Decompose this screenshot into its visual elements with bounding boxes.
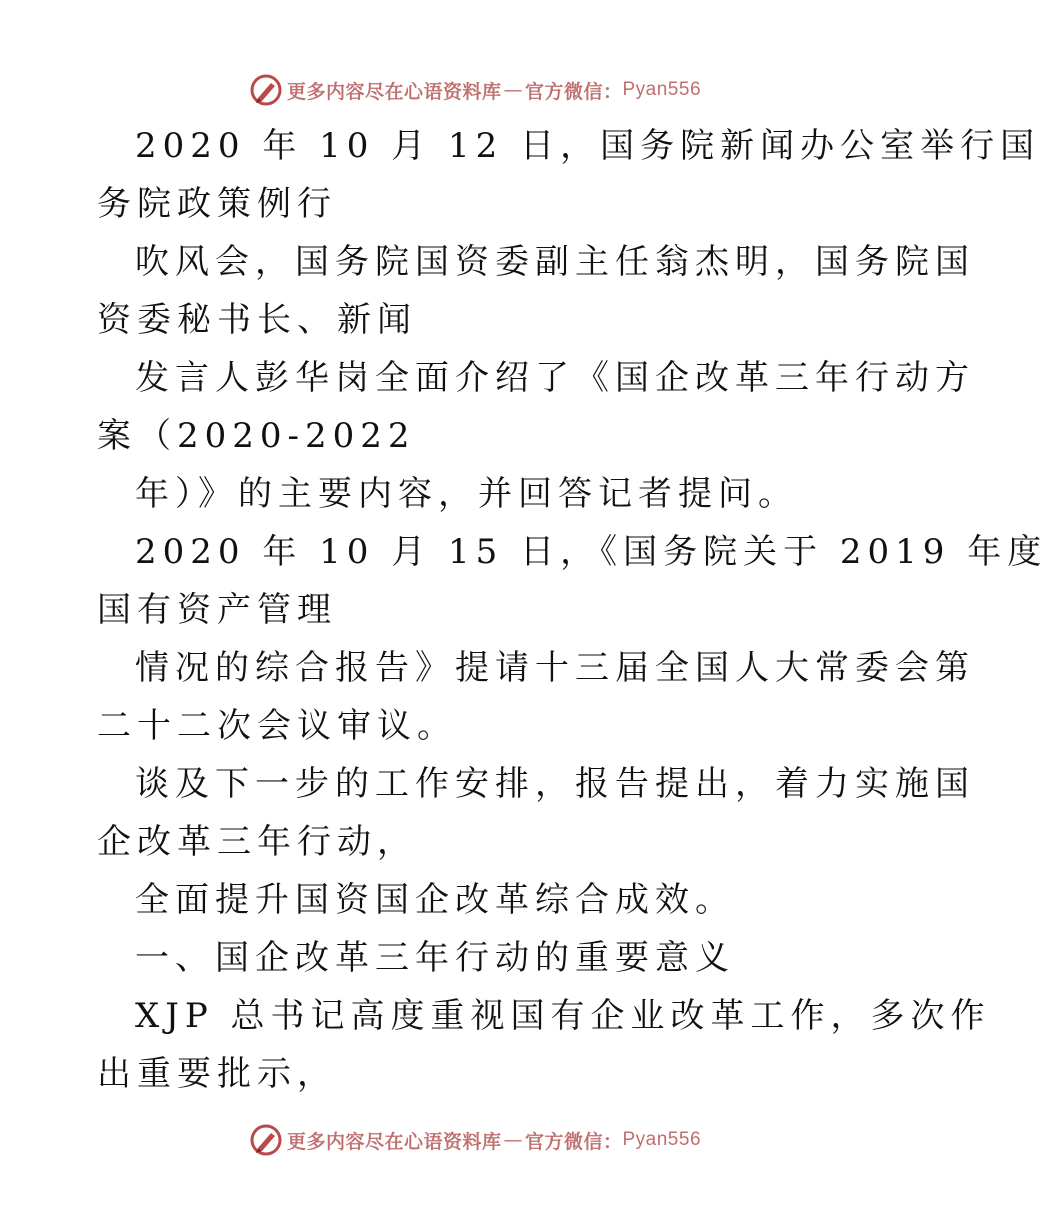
text-line: 企改革三年行动， <box>97 822 417 862</box>
text-line: 案（2020-2022 <box>97 416 416 456</box>
document-body <box>97 117 1047 1103</box>
text-line: 谈及下一步的工作安排，报告提出，着力实施国 <box>135 764 975 804</box>
text-line: 全面提升国资国企改革综合成效。 <box>135 880 735 920</box>
text-line: 2020 年 10 月 15 日，《国务院关于 2019 年度 <box>135 532 1047 572</box>
watermark-separator: — <box>503 1129 523 1151</box>
pen-logo-icon <box>249 73 283 107</box>
text-line: 一、国企改革三年行动的重要意义 <box>135 938 735 978</box>
text-line: 务院政策例行 <box>97 184 337 224</box>
text-line: 吹风会，国务院国资委副主任翁杰明，国务院国 <box>135 242 975 282</box>
watermark-label: 官方微信： <box>524 1130 623 1153</box>
text-line: 2020 年 10 月 12 日，国务院新闻办公室举行国 <box>135 126 1041 166</box>
text-line: XJP 总书记高度重视国有企业改革工作，多次作 <box>135 996 991 1036</box>
text-line: 情况的综合报告》提请十三届全国人大常委会第 <box>135 648 975 688</box>
pen-logo-icon <box>249 1123 283 1157</box>
watermark-text: 更多内容尽在心语资料库 <box>286 1130 502 1153</box>
watermark-footer <box>0 1120 950 1160</box>
watermark-header <box>0 70 950 110</box>
watermark-label: 官方微信： <box>524 80 623 103</box>
text-line: 年）》的主要内容，并回答记者提问。 <box>135 474 798 514</box>
text-line: 出重要批示， <box>97 1054 337 1094</box>
text-line: 二十二次会议审议。 <box>97 706 457 746</box>
text-line: 国有资产管理 <box>97 590 337 630</box>
text-line: 资委秘书长、新闻 <box>97 300 417 340</box>
watermark-wechat-id: Pyan556 <box>622 1129 702 1150</box>
watermark-separator: — <box>503 79 523 101</box>
watermark-wechat-id: Pyan556 <box>622 79 702 100</box>
text-line: 发言人彭华岗全面介绍了《国企改革三年行动方 <box>135 358 975 398</box>
watermark-text: 更多内容尽在心语资料库 <box>286 80 502 103</box>
